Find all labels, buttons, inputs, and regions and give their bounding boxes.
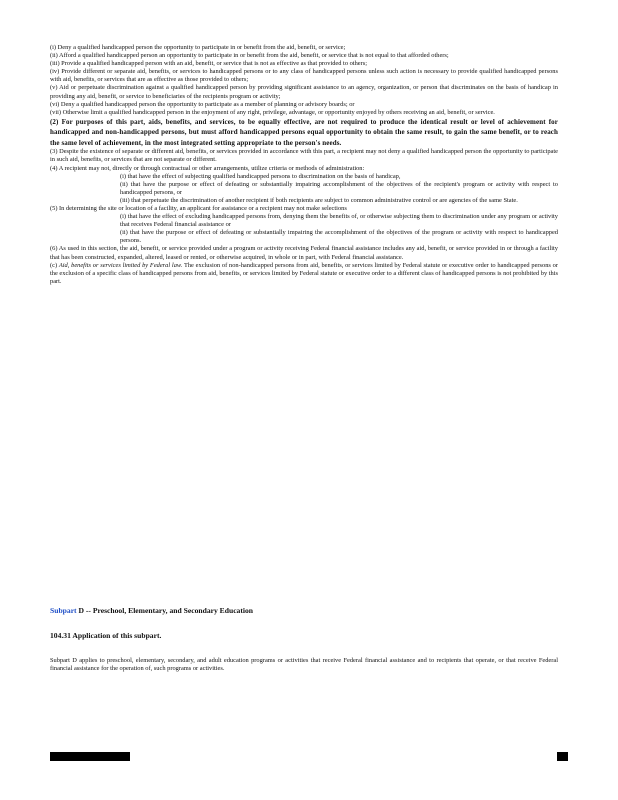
paragraph-c — [50, 262, 558, 286]
subpart-title: D -- Preschool, Elementary, and Secondary Education — [78, 606, 254, 615]
paragraph-c-label: (c) — [50, 261, 58, 269]
paragraph-4: (4) A recipient may not, directly or through contractual or other arrangements, utilize criteria or methods of administration: — [50, 164, 365, 172]
subpart-heading — [50, 606, 253, 615]
sub-item: (iii) that perpetuate the discrimination of another recipient if both recipients are subject to common administrative control or are agencies of the same State. — [120, 196, 518, 204]
list-item: (vi) Deny a qualified handicapped person the opportunity to participate as a member of planning or advisory boards; or — [50, 100, 355, 108]
list-item: (v) Aid or perpetuate discrimination against a qualified handicapped person by providing significant assistance to an agency, organization, or person that discriminates on the basis of handicap in providing any aid, benefit, or service to beneficiaries of the recipients program or activity; — [50, 84, 558, 100]
section-heading: 104.31 Application of this subpart. — [50, 631, 162, 640]
paragraph-2-bold: (2) For purposes of this part, aids, benefits, and services, to be equally effective, are not required to produce the identical result or level of achievement for handicapped and non-handicapped persons, but must afford handicapped persons equal opportunity to obtain the same result, to gain the same benefit, or to reach the same level of achievement, in the most integrated setting appropriate to the person's needs. — [50, 117, 558, 147]
paragraph-5: (5) In determining the site or location of a facility, an applicant for assistance or a recipient may not make selections — [50, 205, 347, 212]
paragraph-c-italic-title: Aid, benefits or services limited by Federal law. — [58, 261, 183, 269]
sub-item: (ii) that have the purpose or effect of defeating or substantially impairing accomplishment of the objectives of the recipient's program or activity with respect to handicapped persons, or — [120, 180, 558, 196]
paragraph-3: (3) Despite the existence of separate or different aid, benefits, or services provided in accordance with this part, a recipient may not deny a qualified handicapped person the opportunity to participate in such aid, benefits, or services that are not separate or different. — [50, 148, 558, 164]
sub-item: (ii) that have the purpose or effect of defeating or substantially impairing the accomplishment of the objectives of the program or activity with respect to handicapped persons. — [120, 229, 558, 245]
paragraph-6: (6) As used in this section, the aid, benefit, or service provided under a program or activity receiving Federal financial assistance includes any aid, benefit, or service provided in or through a facility that has been constructed, expanded, altered, leased or rented, or otherwise acquired, in whole or in part, with Federal financial assistance. — [50, 245, 558, 261]
subpart-label: Subpart — [50, 606, 77, 615]
list-item: (vii) Otherwise limit a qualified handicapped person in the enjoyment of any right, privilege, advantage, or opportunity enjoyed by others receiving an aid, benefit, or service. — [50, 108, 495, 116]
regulation-text-block — [50, 44, 558, 286]
sub-item: (i) that have the effect of subjecting qualified handicapped persons to discrimination on the basis of handicap, — [120, 172, 401, 180]
list-item: (iv) Provide different or separate aid, benefits, or services to handicapped persons or to any class of handicapped persons unless such action is necessary to provide qualified handicapped persons with aid, benefits, or services that are as effective as those provided to others; — [50, 68, 558, 84]
paragraph-c-text: The exclusion of non-handicapped persons from aid, benefits, or services limited by Federal statute or executive order to handicapped persons or the exclusion of a specific class of handicapped persons from aid, benefits, or services limited by Federal statute or executive order to a different class of handicapped persons is not prohibited by this part. — [50, 261, 559, 285]
redaction-bar-left — [50, 752, 130, 761]
list-item: (ii) Afford a qualified handicapped person an opportunity to participate in or benefit from the aid, benefit, or service that is not equal to that afforded others; — [50, 52, 449, 60]
sub-item: (i) that have the effect of excluding handicapped persons from, denying them the benefits of, or otherwise subjecting them to discrimination under any program or activity that receives Federal financial assistance or — [120, 213, 558, 229]
list-item: (iii) Provide a qualified handicapped person with an aid, benefit, or service that is not as effective as that provided to others; — [50, 60, 368, 68]
redaction-bar-right — [557, 752, 568, 761]
list-item: (i) Deny a qualified handicapped person the opportunity to participate in or benefit from the aid, benefit, or service; — [50, 44, 346, 51]
section-body: Subpart D applies to preschool, elementary, secondary, and adult education programs or activities that receive Federal financial assistance and to recipients that operate, or that receive Federal financial assistance for the operation of, such programs or activities. — [50, 657, 558, 673]
